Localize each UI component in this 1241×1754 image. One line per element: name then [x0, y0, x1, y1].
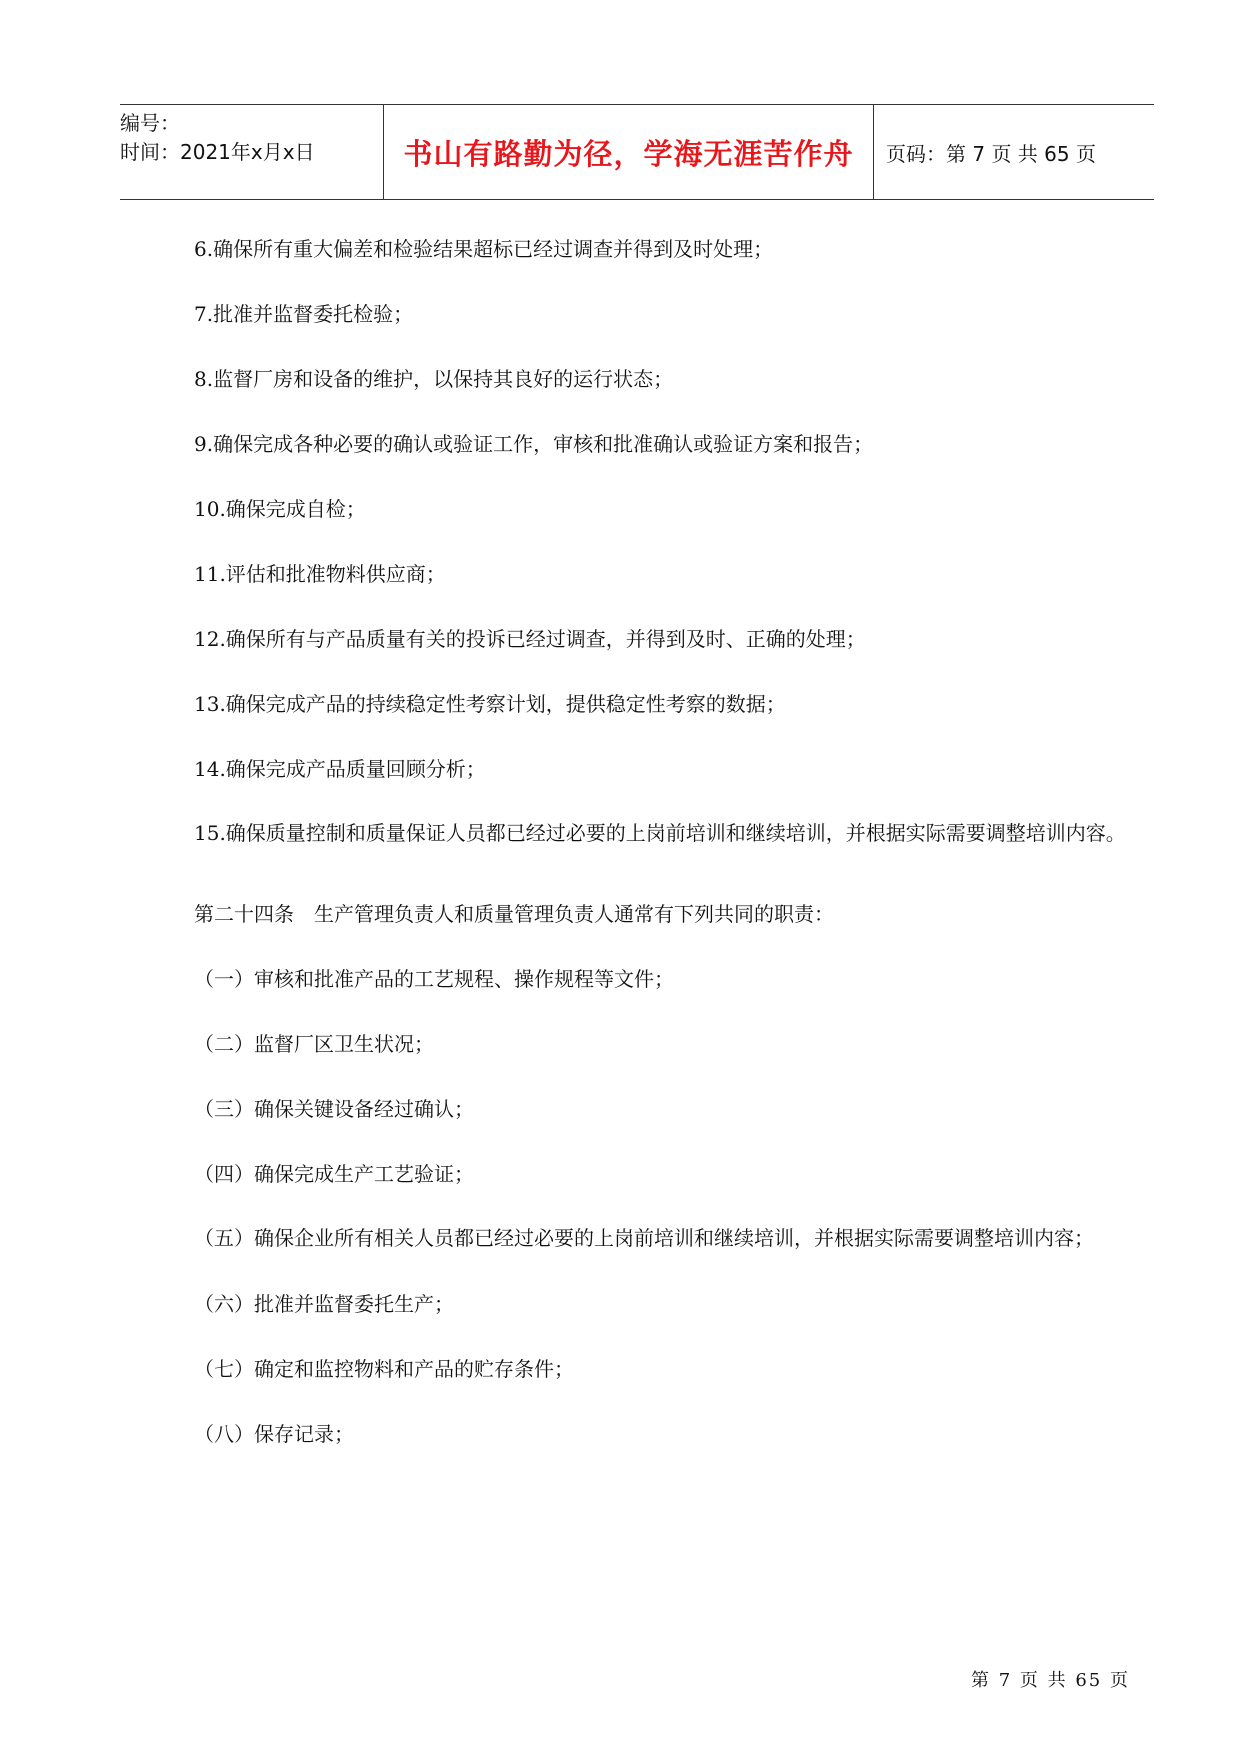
list-item: 6.确保所有重大偏差和检验结果超标已经过调查并得到及时处理；	[194, 237, 774, 261]
list-item: 15.确保质量控制和质量保证人员都已经过必要的上岗前培训和继续培训，并根据实际需要调整培训内容。	[194, 821, 1126, 845]
page-footer: 第 7 页 共 65 页	[971, 1670, 1130, 1691]
header-meta	[120, 105, 383, 199]
list-item: 8.监督厂房和设备的维护，以保持其良好的运行状态；	[194, 367, 674, 391]
list-item: 7.批准并监督委托检验；	[194, 302, 414, 326]
list-item: 13.确保完成产品的持续稳定性考察计划，提供稳定性考察的数据；	[194, 692, 786, 716]
duty-item: （八）保存记录；	[194, 1422, 354, 1446]
header-page-number: 页码：第 7 页 共 65 页	[886, 141, 1096, 166]
duty-item: （六）批准并监督委托生产；	[194, 1292, 454, 1316]
duty-item: （五）确保企业所有相关人员都已经过必要的上岗前培训和继续培训，并根据实际需要调整培训内容；	[194, 1226, 1094, 1250]
paragraph-spacer	[150, 866, 1126, 903]
list-item: 11.评估和批准物料供应商；	[194, 562, 446, 586]
duty-item: （一）审核和批准产品的工艺规程、操作规程等文件；	[194, 967, 674, 991]
duty-item: （四）确保完成生产工艺验证；	[194, 1162, 474, 1186]
document-body	[150, 238, 1126, 1488]
page-header	[120, 104, 1154, 200]
duty-item: （二）监督厂区卫生状况；	[194, 1032, 434, 1056]
list-item: 10.确保完成自检；	[194, 497, 366, 521]
article-heading: 第二十四条 生产管理负责人和质量管理负责人通常有下列共同的职责：	[194, 902, 834, 926]
header-slogan: 书山有路勤为径，学海无涯苦作舟	[383, 105, 874, 199]
list-item: 9.确保完成各种必要的确认或验证工作，审核和批准确认或验证方案和报告；	[194, 432, 874, 456]
list-item: 14.确保完成产品质量回顾分析；	[194, 757, 486, 781]
duty-item: （三）确保关键设备经过确认；	[194, 1097, 474, 1121]
document-date: 时间：2021年x月x日	[120, 140, 315, 164]
duty-item: （七）确定和监控物料和产品的贮存条件；	[194, 1357, 574, 1381]
list-item: 12.确保所有与产品质量有关的投诉已经过调查，并得到及时、正确的处理；	[194, 627, 866, 651]
document-number-label: 编号：	[120, 111, 180, 135]
